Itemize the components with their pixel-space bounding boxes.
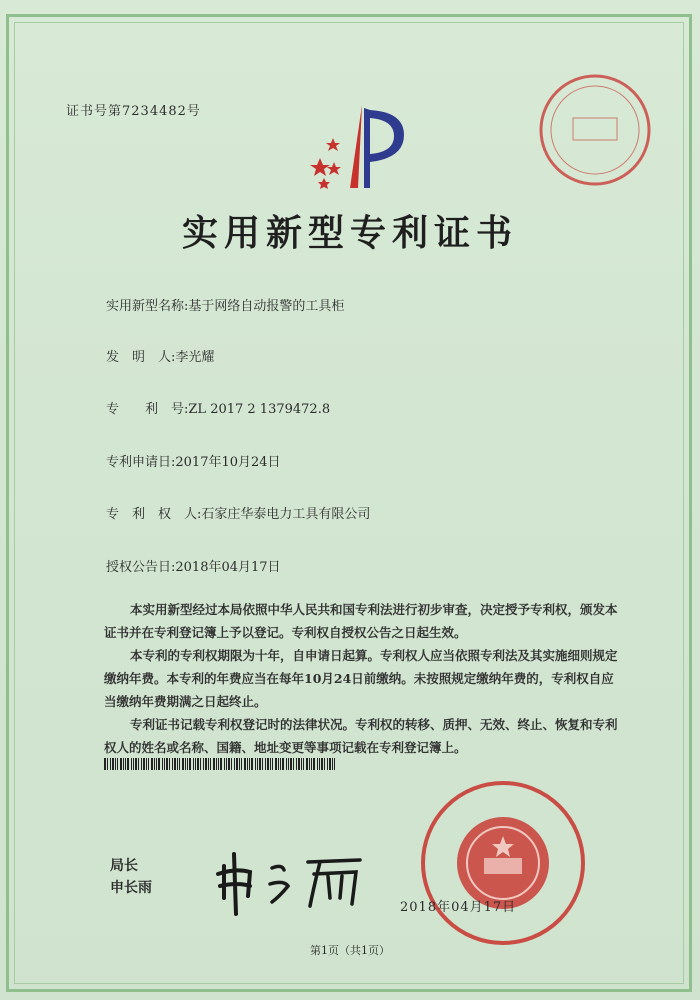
barcode-icon [104,758,336,770]
issue-date: 2018年04月17日 [400,900,517,915]
document-title: 实用新型专利证书 [181,212,518,254]
body-paragraph: 专利证书记载专利权登记时的法律状况。专利权的转移、质押、无效、终止、恢复和专利权人的姓名或名称、国籍、地址变更等事项记载在专利登记簿上。 [104,717,618,755]
field-grant-announcement-date [106,556,281,575]
field-inventor [106,346,214,365]
signature-icon [210,846,370,916]
field-label: 实用新型名称: [106,299,189,314]
cnipa-emblem-icon [300,100,420,195]
field-value: 基于网络自动报警的工具柜 [188,299,345,314]
field-patentee [106,503,370,522]
director-name: 申长雨 [110,880,152,896]
field-label: 专 利 号: [106,402,189,417]
director-title: 局长 [110,858,138,874]
field-patent-number [106,398,330,417]
field-label: 专 利 权 人: [106,507,202,522]
agency-stamp-icon [535,70,655,190]
field-application-date [106,451,281,470]
field-value: 李光耀 [175,350,215,365]
director-block [110,855,152,899]
field-value: ZL 2017 2 1379472.8 [188,402,331,417]
field-utility-model-name [106,295,344,314]
field-value: 2018年04月17日 [175,560,281,575]
field-label: 授权公告日: [106,560,176,575]
official-seal-icon [418,778,588,948]
field-label: 专利申请日: [106,455,176,470]
field-label: 发 明 人: [106,350,176,365]
field-value: 2017年10月24日 [175,455,281,470]
page-number: 第1页（共1页） [310,944,390,957]
body-paragraph: 本实用新型经过本局依照中华人民共和国专利法进行初步审查，决定授予专利权，颁发本证书并在专利登记簿上予以登记。专利权自授权公告之日起生效。 [104,602,618,640]
certificate-number: 证书号第7234482号 [66,104,201,119]
field-value: 石家庄华泰电力工具有限公司 [201,507,371,522]
body-paragraph: 本专利的专利权期限为十年，自申请日起算。专利权人应当依照专利法及其实施细则规定缴纳年费。本专利的年费应当在每年10月24日前缴纳。未按照规定缴纳年费的，专利权自应当缴纳年费期满之日起终止。 [104,648,618,709]
certificate-body [104,598,624,759]
